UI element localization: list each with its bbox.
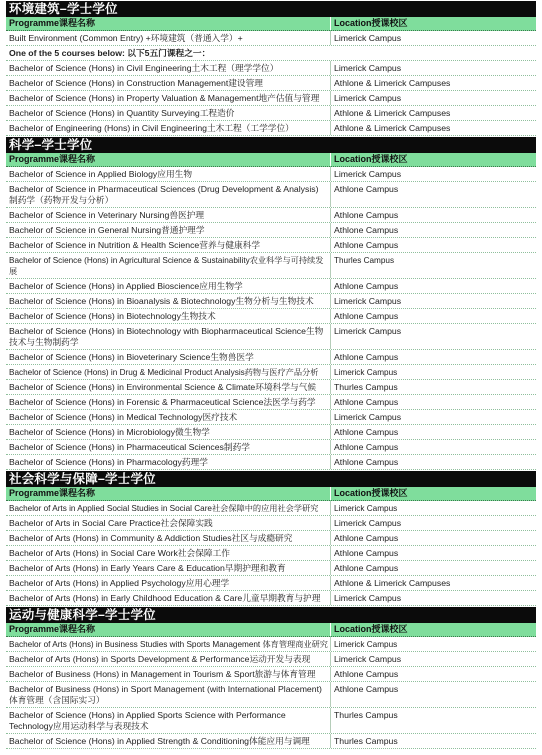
- programme-name: Bachelor of Science (Hons) in Microbiology微生物学: [6, 425, 331, 439]
- programme-column-header: Programme课程名称: [6, 487, 331, 500]
- table-row: [6, 531, 536, 546]
- programme-name: Built Environment (Common Entry) +环境建筑（普通入学）+: [6, 31, 331, 45]
- campus-location: Athlone Campus: [334, 427, 399, 437]
- campus-location: Athlone Campus: [334, 352, 399, 362]
- campus-location: Limerick Campus: [334, 63, 402, 73]
- campus-location: Athlone Campus: [334, 669, 399, 679]
- programme-name: Bachelor of Business (Hons) in Sport Management (with International Placement) 体育管理（含国际实习）: [6, 682, 331, 707]
- campus-location: Limerick Campus: [334, 412, 402, 422]
- programme-name: Bachelor of Science (Hons) in Pharmacology药理学: [6, 455, 331, 469]
- table-row: [6, 425, 536, 440]
- programme-name: Bachelor of Arts (Hons) in Sports Development & Performance运动开发与表现: [6, 652, 331, 666]
- table-row: [6, 516, 536, 531]
- programme-name: Bachelor of Business (Hons) in Management in Tourism & Sport旅游与体育管理: [6, 667, 331, 681]
- programme-name: Bachelor of Arts in Social Care Practice社会保障实践: [6, 516, 331, 530]
- table-header: [6, 487, 536, 501]
- table-row: [6, 576, 536, 591]
- location-column-header: Location授课校区: [334, 154, 408, 164]
- programme-name: Bachelor of Science (Hons) in Civil Engineering土木工程（理学学位）: [6, 61, 331, 75]
- table-row: [6, 546, 536, 561]
- campus-location: Limerick Campus: [334, 654, 402, 664]
- campus-location: Limerick Campus: [334, 169, 402, 179]
- campus-location: Athlone Campus: [334, 397, 399, 407]
- campus-location: Limerick Campus: [334, 640, 398, 649]
- campus-location: Limerick Campus: [334, 368, 398, 377]
- table-row: [6, 682, 536, 708]
- campus-location: Thurles Campus: [334, 382, 398, 392]
- programme-name: Bachelor of Science in Applied Biology应用生物: [6, 167, 331, 181]
- table-row: [6, 294, 536, 309]
- campus-location: Athlone Campus: [334, 563, 399, 573]
- programme-name: Bachelor of Science in General Nursing普通护理学: [6, 223, 331, 237]
- programme-name: Bachelor of Science (Hons) in Bioveterinary Science生物兽医学: [6, 350, 331, 364]
- table-row: [6, 350, 536, 365]
- campus-location: Limerick Campus: [334, 296, 402, 306]
- section: [6, 471, 536, 606]
- programme-name: One of the 5 courses below: 以下5五门课程之一：: [9, 48, 211, 58]
- campus-location: Limerick Campus: [334, 93, 402, 103]
- campus-location: Limerick Campus: [334, 518, 402, 528]
- campus-location: Athlone Campus: [334, 240, 399, 250]
- table-row: [6, 380, 536, 395]
- table-row: [6, 167, 536, 182]
- programme-name: Bachelor of Arts (Hons) in Business Studies with Sports Management 体育管理商业研究: [6, 637, 331, 651]
- table-row: [6, 223, 536, 238]
- programme-column-header: Programme课程名称: [6, 623, 331, 636]
- table-row: [6, 365, 536, 380]
- campus-location: Athlone & Limerick Campuses: [334, 78, 451, 88]
- table-row: [6, 182, 536, 208]
- programme-name: Bachelor of Science (Hons) in Environmental Science & Climate环境科学与气候: [6, 380, 331, 394]
- table-row: [6, 501, 536, 516]
- campus-location: Athlone & Limerick Campuses: [334, 123, 451, 133]
- programme-name: Bachelor of Arts (Hons) in Early Years Care & Education早期护理和教育: [6, 561, 331, 575]
- programme-name: Bachelor of Science (Hons) in Applied Sports Science with Performance Technology应用运动科学与表现技术: [6, 708, 331, 733]
- campus-location: Athlone Campus: [334, 548, 399, 558]
- table-row: [6, 61, 536, 76]
- section-title: 环境建筑–学士学位: [6, 1, 536, 17]
- programme-name: Bachelor of Science (Hons) in Property Valuation & Management地产估值与管理: [6, 91, 331, 105]
- table-header: [6, 153, 536, 167]
- table-row: [6, 734, 536, 749]
- table-row: [6, 106, 536, 121]
- section: [6, 1, 536, 136]
- table-row: [6, 279, 536, 294]
- campus-location: Thurles Campus: [334, 710, 398, 720]
- programme-name: Bachelor of Arts (Hons) in Community & Addiction Studies社区与成瘾研究: [6, 531, 331, 545]
- campus-location: Athlone Campus: [334, 311, 399, 321]
- section: [6, 137, 536, 470]
- programme-name: Bachelor of Science (Hons) in Medical Technology医疗技术: [6, 410, 331, 424]
- campus-location: Athlone Campus: [334, 442, 399, 452]
- programme-name: Bachelor of Science (Hons) in Applied Bioscience应用生物学: [6, 279, 331, 293]
- table-row: [6, 395, 536, 410]
- programme-name: Bachelor of Arts (Hons) in Applied Psychology应用心理学: [6, 576, 331, 590]
- table-header: [6, 17, 536, 31]
- table-row: [6, 324, 536, 350]
- programme-name: Bachelor of Science in Nutrition & Health Science营养与健康科学: [6, 238, 331, 252]
- programme-name: Bachelor of Arts (Hons) in Social Care Work社会保障工作: [6, 546, 331, 560]
- table-row: [6, 652, 536, 667]
- table-row: [6, 91, 536, 106]
- programme-name: Bachelor of Science in Pharmaceutical Sciences (Drug Development & Analysis) 制药学（药物开发与分析）: [6, 182, 331, 207]
- campus-location: Athlone Campus: [334, 533, 399, 543]
- programme-name: Bachelor of Engineering (Hons) in Civil Engineering土木工程（工学学位）: [6, 121, 331, 135]
- table-row: [6, 253, 536, 279]
- programme-name: Bachelor of Science (Hons) in Biotechnology with Biopharmaceutical Science生物技术与生物制药学: [6, 324, 331, 349]
- section: [6, 607, 536, 749]
- campus-location: Athlone & Limerick Campuses: [334, 108, 451, 118]
- programme-column-header: Programme课程名称: [6, 153, 331, 166]
- campus-location: Athlone Campus: [334, 457, 399, 467]
- section-title: 运动与健康科学–学士学位: [6, 607, 536, 623]
- campus-location: Limerick Campus: [334, 593, 402, 603]
- table-row: [6, 208, 536, 223]
- table-row: [6, 637, 536, 652]
- programme-name: Bachelor of Arts in Applied Social Studies in Social Care社会保障中的应用社会学研究: [6, 501, 331, 515]
- programme-name: Bachelor of Science (Hons) in Forensic & Pharmaceutical Science法医学与药学: [6, 395, 331, 409]
- table-row: [6, 410, 536, 425]
- campus-location: Thurles Campus: [334, 256, 395, 265]
- campus-location: Limerick Campus: [334, 33, 402, 43]
- table-row: [6, 591, 536, 606]
- programme-name: Bachelor of Science in Veterinary Nursing兽医护理: [6, 208, 331, 222]
- campus-location: Thurles Campus: [334, 736, 398, 746]
- table-row: [6, 708, 536, 734]
- table-row: [6, 309, 536, 324]
- campus-location: Athlone Campus: [334, 210, 399, 220]
- location-column-header: Location授课校区: [334, 18, 408, 28]
- programme-name: Bachelor of Science (Hons) in Bioanalysis & Biotechnology生物分析与生物技术: [6, 294, 331, 308]
- programme-list: [6, 1, 536, 749]
- programme-name: Bachelor of Science (Hons) in Drug & Medicinal Product Analysis药物与医疗产品分析: [6, 365, 331, 379]
- programme-name: Bachelor of Science (Hons) in Applied Strength & Conditioning体能应用与调理: [6, 734, 331, 748]
- campus-location: Athlone Campus: [334, 281, 399, 291]
- campus-location: Athlone Campus: [334, 225, 399, 235]
- table-row: [6, 31, 536, 46]
- campus-location: Limerick Campus: [334, 326, 402, 336]
- location-column-header: Location授课校区: [334, 624, 408, 634]
- table-row: [6, 440, 536, 455]
- location-column-header: Location授课校区: [334, 488, 408, 498]
- table-header: [6, 623, 536, 637]
- table-row: [6, 121, 536, 136]
- programme-name: Bachelor of Science (Hons) in Agricultural Science & Sustainability农业科学与可持续发展: [6, 253, 331, 278]
- programme-name: Bachelor of Science (Hons) in Construction Management建设管理: [6, 76, 331, 90]
- programme-name: Bachelor of Science (Hons) in Pharmaceutical Sciences制药学: [6, 440, 331, 454]
- table-row: [6, 561, 536, 576]
- programme-name: Bachelor of Science (Hons) in Biotechnology生物技术: [6, 309, 331, 323]
- programme-column-header: Programme课程名称: [6, 17, 331, 30]
- table-row: [6, 76, 536, 91]
- table-row: [6, 667, 536, 682]
- section-title: 社会科学与保障–学士学位: [6, 471, 536, 487]
- campus-location: Athlone Campus: [334, 184, 399, 194]
- section-title: 科学–学士学位: [6, 137, 536, 153]
- campus-location: Athlone & Limerick Campuses: [334, 578, 451, 588]
- table-row: [6, 455, 536, 470]
- programme-name: Bachelor of Arts (Hons) in Early Childhood Education & Care儿童早期教育与护理: [6, 591, 331, 605]
- campus-location: Athlone Campus: [334, 684, 399, 694]
- campus-location: Limerick Campus: [334, 504, 398, 513]
- table-row: [6, 238, 536, 253]
- subheading-row: [6, 46, 536, 61]
- programme-name: Bachelor of Science (Hons) in Quantity Surveying工程造价: [6, 106, 331, 120]
